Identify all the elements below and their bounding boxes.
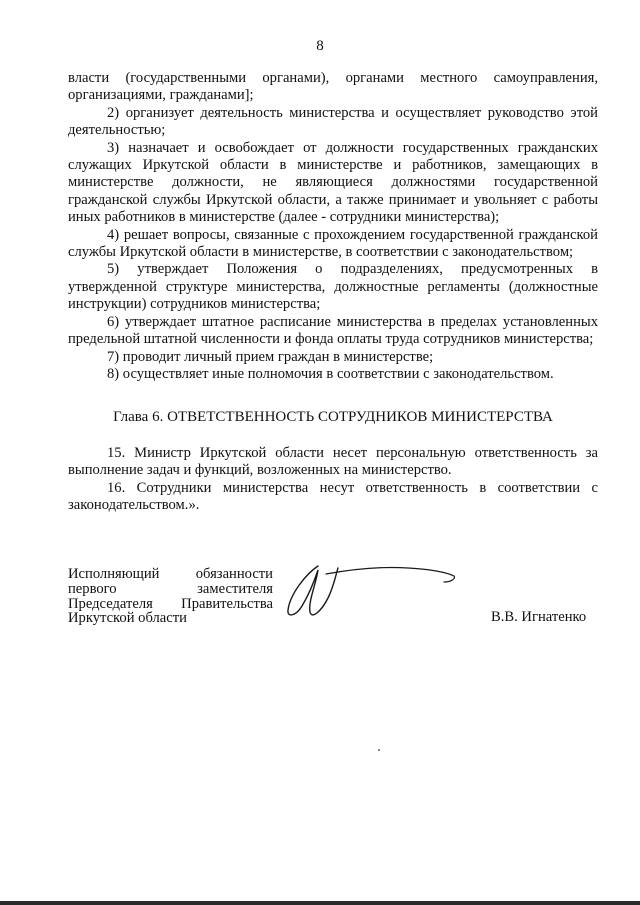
paragraph-item-2: 2) организует деятельность министерства и осуществляет руководство этой деятельностью; <box>68 104 598 139</box>
signer-title-word: Иркутской области <box>68 610 187 627</box>
signer-title-word: заместителя <box>197 580 273 597</box>
paragraph-15: 15. Министр Иркутской области несет персональную ответственность за выполнение задач и функций, возложенных на министерство. <box>68 444 598 479</box>
paragraph-item-4: 4) решает вопросы, связанные с прохождением государственной гражданской службы Иркутской области в министерстве, в соответствии с законодательством; <box>68 226 598 261</box>
document-body <box>68 70 598 514</box>
handwritten-signature <box>278 560 463 627</box>
scan-speck <box>378 749 380 751</box>
signer-title-word: Исполняющий <box>68 566 160 582</box>
chapter-heading: Глава 6. ОТВЕТСТВЕННОСТЬ СОТРУДНИКОВ МИНИСТЕРСТВА <box>113 409 553 426</box>
signer-title-word: Правительства <box>181 595 273 612</box>
page-number: 8 <box>316 38 324 54</box>
paragraph-16: 16. Сотрудники министерства несут ответственность в соответствии с законодательством.». <box>68 479 598 513</box>
signature-block <box>68 567 273 626</box>
signer-title-word: обязанности <box>195 566 273 582</box>
signer-title-line-3 <box>68 597 273 612</box>
signer-title-word: Председателя <box>68 595 153 612</box>
signer-title-line-4 <box>68 611 273 626</box>
signer-title-line-2 <box>68 582 273 597</box>
signature-icon <box>278 560 463 622</box>
paragraph-continuation: власти (государственными органами), органами местного самоуправления, организациями, гражданами]; <box>68 70 598 104</box>
paragraph-item-7: 7) проводит личный прием граждан в министерстве; <box>107 348 434 365</box>
paragraph-item-6: 6) утверждает штатное расписание министерства в пределах установленных предельной штатной численности и фонда оплаты труда сотрудников министерства; <box>68 313 598 348</box>
signer-title-line-1 <box>68 567 273 582</box>
paragraph-item-3: 3) назначает и освобождает от должности государственных гражданских служащих Иркутской области в министерстве и работников, замещающих в министерстве должности, не являющиеся должностями государственной гражданской службы Иркутской области, а также принимает и увольняет с работы иных работников в министерстве (далее - сотрудники министерства); <box>68 139 598 226</box>
paragraph-item-8: 8) осуществляет иные полномочия в соответствии с законодательством. <box>107 365 554 382</box>
signer-title-word: первого <box>68 580 117 597</box>
paragraph-item-5: 5) утверждает Положения о подразделениях, предусмотренных в утвержденной структуре министерства, должностные регламенты (должностные инструкции) сотрудников министерства; <box>68 261 598 313</box>
signer-name: В.В. Игнатенко <box>491 609 587 625</box>
scan-edge <box>0 901 640 905</box>
